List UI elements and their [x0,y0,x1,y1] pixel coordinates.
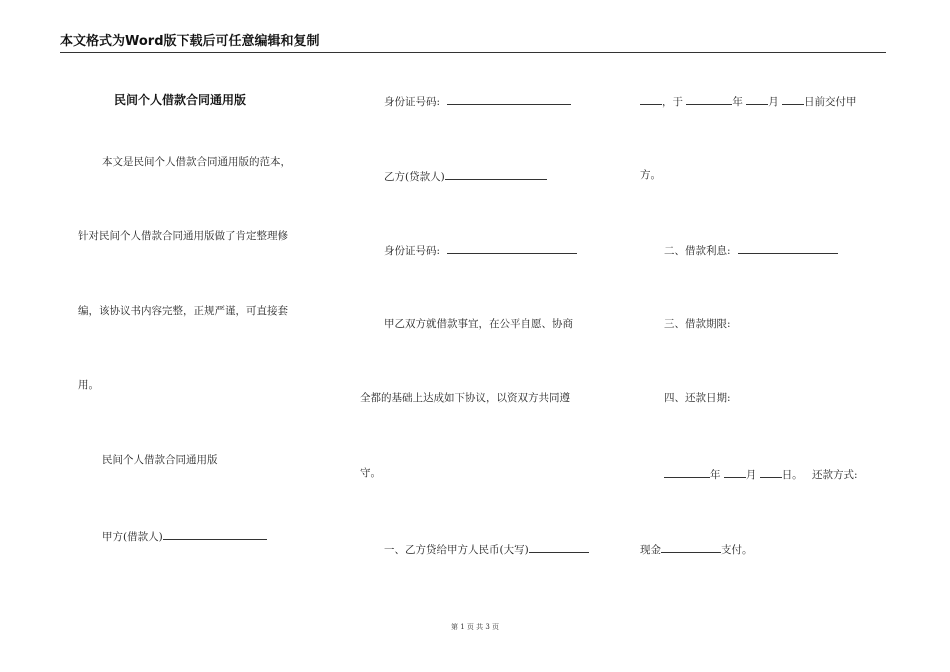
party-b-label: 乙方(贷款人) [384,171,445,183]
party-b-line [384,168,547,184]
agreement-line-2: 全都的基础上达成如下协议，以资双方共同遵 [360,392,570,404]
party-a-line [102,528,267,544]
repay-year-label: 年 [710,469,721,481]
intro-line-1: 本文是民间个人借款合同通用版的范本， [102,156,291,168]
delivery-amount-blank [640,93,662,105]
repayment-date-line [664,466,858,482]
clause-1-label: 一、乙方贷给甲方人民币(大写) [384,544,529,556]
delivery-month-blank [746,93,768,105]
agreement-line-3: 守。 [360,467,381,479]
delivery-month-label: 月 [768,96,779,108]
party-a-label: 甲方(借款人) [102,531,163,543]
interest-blank [738,242,838,254]
delivery-end: 方。 [640,169,661,181]
id-number-blank-2 [447,242,577,254]
repay-year-blank [664,466,710,478]
party-a-blank [163,528,267,540]
cash-payment-line [640,541,753,557]
document-title: 民间个人借款合同通用版 [114,93,247,107]
delivery-year-blank [686,93,732,105]
contract-subtitle: 民间个人借款合同通用版 [102,454,218,466]
page-footer: 第 1 页 共 3 页 [450,623,500,631]
clause-3-label: 三、借款期限: [664,318,731,330]
delivery-text-2: 日前交付甲 [804,96,857,108]
repay-month-blank [724,466,746,478]
header-title: 本文格式为Word版下载后可任意编辑和复制 [60,34,320,49]
repay-day-blank [760,466,782,478]
cash-end: 支付。 [721,544,753,556]
id-number-line-1 [384,93,571,109]
clause-2-label: 二、借款利息: [664,245,731,257]
party-b-blank [445,168,547,180]
page-header [60,34,886,53]
agreement-line-1: 甲乙双方就借款事宜，在公平自愿、协商 [384,318,573,330]
cash-label: 现金 [640,544,661,556]
id-number-blank-1 [447,93,571,105]
clause-1-line [384,541,589,557]
repay-method-label: 还款方式: [812,469,858,481]
loan-amount-blank [529,541,589,553]
delivery-text-1: ，于 [662,96,683,108]
intro-line-3: 编，该协议书内容完整，正规严谨，可直接套 [78,305,288,317]
delivery-line [640,93,857,109]
repay-day-label: 日。 [781,469,803,481]
intro-line-4: 用。 [78,379,99,391]
id-number-label-1: 身份证号码: [384,96,441,108]
delivery-year-label: 年 [732,96,743,108]
repay-month-label: 月 [745,469,757,481]
id-number-line-2 [384,242,577,258]
cash-blank [661,541,721,553]
clause-4-label: 四、还款日期: [664,392,731,404]
id-number-label-2: 身份证号码: [384,245,441,257]
clause-2-line [664,242,838,258]
intro-line-2: 针对民间个人借款合同通用版做了肯定整理修 [78,230,288,242]
delivery-day-blank [782,93,804,105]
